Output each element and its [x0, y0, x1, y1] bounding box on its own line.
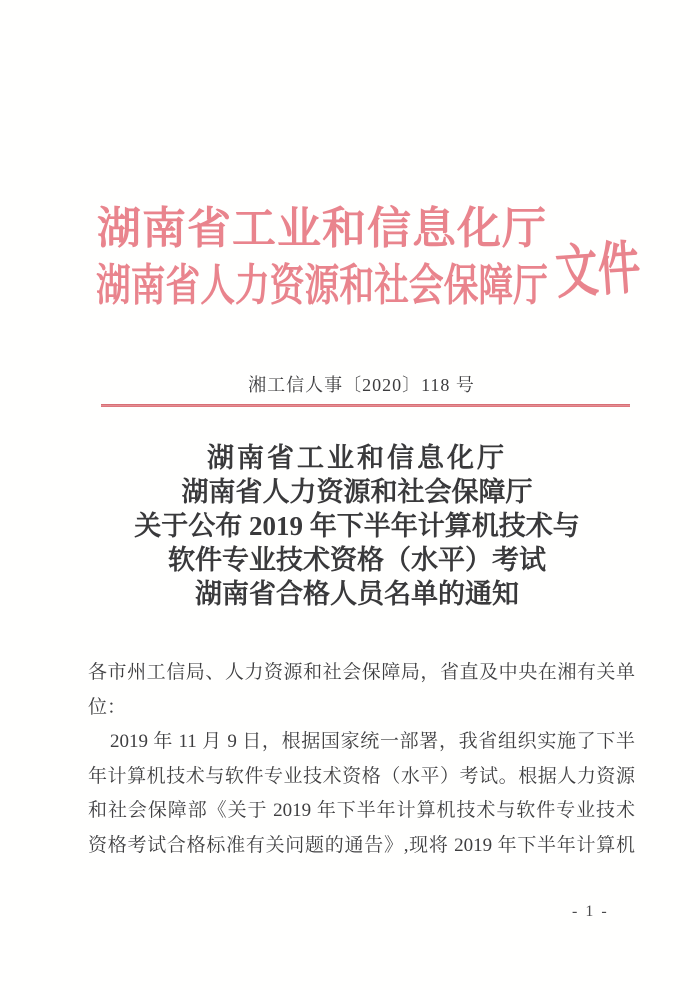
letterhead-org-line1: 湖南省工业和信息化厅 — [97, 204, 547, 253]
body-line-paragraph-1: 2019 年 11 月 9 日，根据国家统一部署，我省组织实施了下半 — [110, 731, 635, 752]
body-line-paragraph-3: 和社会保障部《关于 2019 年下半年计算机技术与软件专业技术 — [88, 800, 635, 821]
body-line-paragraph-2: 年计算机技术与软件专业技术资格（水平）考试。根据人力资源 — [88, 765, 635, 787]
document-body — [88, 656, 635, 863]
title-line-2: 湖南省人力资源和社会保障厅 — [181, 477, 533, 507]
letterhead-doc-type-label: 文件 — [553, 235, 643, 306]
body-line-paragraph-4: 资格考试合格标准有关问题的通告》,现将 2019 年下半年计算机 — [88, 834, 635, 856]
title-line-5: 湖南省合格人员名单的通知 — [195, 579, 519, 609]
page-number: - 1 - — [572, 903, 609, 920]
document-title — [77, 441, 637, 611]
title-line-1: 湖南省工业和信息化厅 — [207, 443, 507, 473]
letterhead-org-line2: 湖南省人力资源和社会保障厅 — [96, 261, 548, 310]
title-line-4: 软件专业技术资格（水平）考试 — [168, 545, 546, 575]
document-reference-number: 湘工信人事〔2020〕118 号 — [248, 375, 475, 395]
body-line-salutation: 各市州工信局、人力资源和社会保障局，省直及中央在湘有关单 — [88, 662, 635, 683]
red-separator-rule — [101, 404, 630, 407]
body-line-salutation-2: 位： — [88, 696, 127, 718]
title-line-3: 关于公布 2019 年下半年计算机技术与 — [134, 511, 580, 541]
